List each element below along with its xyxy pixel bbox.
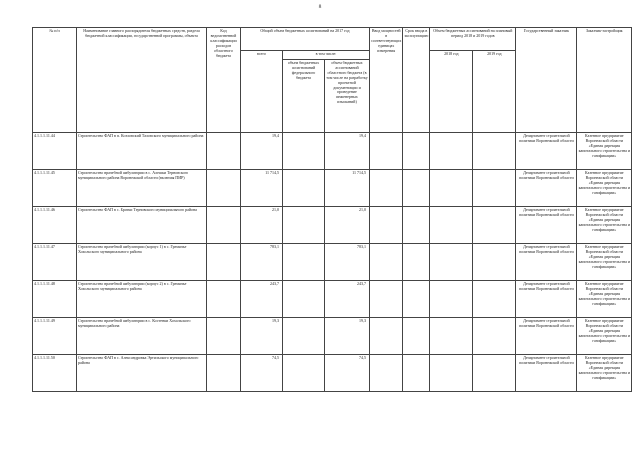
row-developer: Казенное предприятие Воронежской области «Единая дирекция капитального строительства и газификации» bbox=[577, 318, 632, 355]
header-capacity: Ввод мощностей в соответствующих единицах измерения bbox=[370, 28, 403, 133]
table-row bbox=[33, 281, 632, 318]
row-total: 783,1 bbox=[241, 244, 283, 281]
row-customer: Департамент строительной политики Воронежской области bbox=[516, 318, 577, 355]
row-name: Строительство врачебной амбулатории (корпус 1) в с. Гремячье Хохольского муниципального района bbox=[77, 244, 207, 281]
row-customer: Департамент строительной политики Воронежской области bbox=[516, 244, 577, 281]
investment-table bbox=[32, 27, 632, 392]
row-name: Строительство ФАП в с. Александровка Эртильского муниципального района bbox=[77, 355, 207, 392]
header-developer: Заказчик-застройщик bbox=[577, 28, 632, 133]
row-num: 4.1.1.1.11.45 bbox=[33, 170, 77, 207]
header-planned: Объем бюджетных ассигнований на плановый период 2018 и 2019 годов bbox=[430, 28, 516, 51]
row-regional: 783,1 bbox=[325, 244, 370, 281]
row-customer: Департамент строительной политики Воронежской области bbox=[516, 281, 577, 318]
row-name: Строительство врачебной амбулатории (корпус 2) в с. Гремячье Хохольского муниципального района bbox=[77, 281, 207, 318]
row-developer: Казенное предприятие Воронежской области «Единая дирекция капитального строительства и газификации» bbox=[577, 244, 632, 281]
header-num: № п/п bbox=[33, 28, 77, 133]
row-num: 4.1.1.1.11.48 bbox=[33, 281, 77, 318]
row-developer: Казенное предприятие Воронежской области «Единая дирекция капитального строительства и газификации» bbox=[577, 133, 632, 170]
header-federal: объем бюджетных ассигнований федерального бюджета bbox=[283, 60, 325, 133]
header-2018: 2018 год bbox=[430, 51, 473, 133]
header-incl: в том числе: bbox=[283, 51, 370, 60]
row-total: 21,0 bbox=[241, 207, 283, 244]
header-regional: объем бюджетных ассигнований областного бюджета (в том числе на разработку проектной документации и проведение инженерных изысканий) bbox=[325, 60, 370, 133]
row-regional: 11 714,5 bbox=[325, 170, 370, 207]
row-developer: Казенное предприятие Воронежской области «Единая дирекция капитального строительства и газификации» bbox=[577, 170, 632, 207]
row-developer: Казенное предприятие Воронежской области «Единая дирекция капитального строительства и газификации» bbox=[577, 355, 632, 392]
row-total: 243,7 bbox=[241, 281, 283, 318]
row-regional: 19,4 bbox=[325, 133, 370, 170]
table-row bbox=[33, 244, 632, 281]
header-2019: 2019 год bbox=[473, 51, 516, 133]
row-customer: Департамент строительной политики Воронежской области bbox=[516, 133, 577, 170]
header-term: Срок ввода в эксплуатацию bbox=[403, 28, 430, 133]
table-row bbox=[33, 133, 632, 170]
row-total: 11 714,5 bbox=[241, 170, 283, 207]
header-customer: Государственный заказчик bbox=[516, 28, 577, 133]
row-regional: 21,0 bbox=[325, 207, 370, 244]
row-total: 19,4 bbox=[241, 133, 283, 170]
row-num: 4.1.1.1.11.47 bbox=[33, 244, 77, 281]
row-regional: 19,3 bbox=[325, 318, 370, 355]
page-number: 8 bbox=[318, 4, 322, 10]
row-num: 4.1.1.1.11.44 bbox=[33, 133, 77, 170]
row-developer: Казенное предприятие Воронежской области «Единая дирекция капитального строительства и газификации» bbox=[577, 281, 632, 318]
row-name: Строительство врачебной амбулатории в с. Костенки Хохольского муниципального района bbox=[77, 318, 207, 355]
row-regional: 74,5 bbox=[325, 355, 370, 392]
table-row bbox=[33, 207, 632, 244]
row-regional: 243,7 bbox=[325, 281, 370, 318]
row-customer: Департамент строительной политики Воронежской области bbox=[516, 207, 577, 244]
table-row bbox=[33, 318, 632, 355]
row-name: Строительство ФАП в с. Братки Терновского муниципального района bbox=[77, 207, 207, 244]
row-developer: Казенное предприятие Воронежской области «Единая дирекция капитального строительства и газификации» bbox=[577, 207, 632, 244]
row-num: 4.1.1.1.11.46 bbox=[33, 207, 77, 244]
row-customer: Департамент строительной политики Воронежской области bbox=[516, 355, 577, 392]
row-total: 74,5 bbox=[241, 355, 283, 392]
table-row bbox=[33, 170, 632, 207]
header-all: всего bbox=[241, 51, 283, 133]
header-name: Наименование главного распорядителя бюджетных средств, раздела бюджетной классификации, государственной программы, объекта bbox=[77, 28, 207, 133]
row-num: 4.1.1.1.11.49 bbox=[33, 318, 77, 355]
row-name: Строительство врачебной амбулатории в с. Алешки Терновского муниципального района Воронежской области (включая ПИР) bbox=[77, 170, 207, 207]
row-customer: Департамент строительной политики Воронежской области bbox=[516, 170, 577, 207]
header-total-2017: Общий объем бюджетных ассигнований на 2017 год bbox=[241, 28, 370, 51]
row-num: 4.1.1.1.11.50 bbox=[33, 355, 77, 392]
row-name: Строительство ФАП в п. Козловский Таловского муниципального района bbox=[77, 133, 207, 170]
header-code: Код ведомственной классификации расходов областного бюджета bbox=[207, 28, 241, 133]
table-row bbox=[33, 355, 632, 392]
row-total: 19,3 bbox=[241, 318, 283, 355]
